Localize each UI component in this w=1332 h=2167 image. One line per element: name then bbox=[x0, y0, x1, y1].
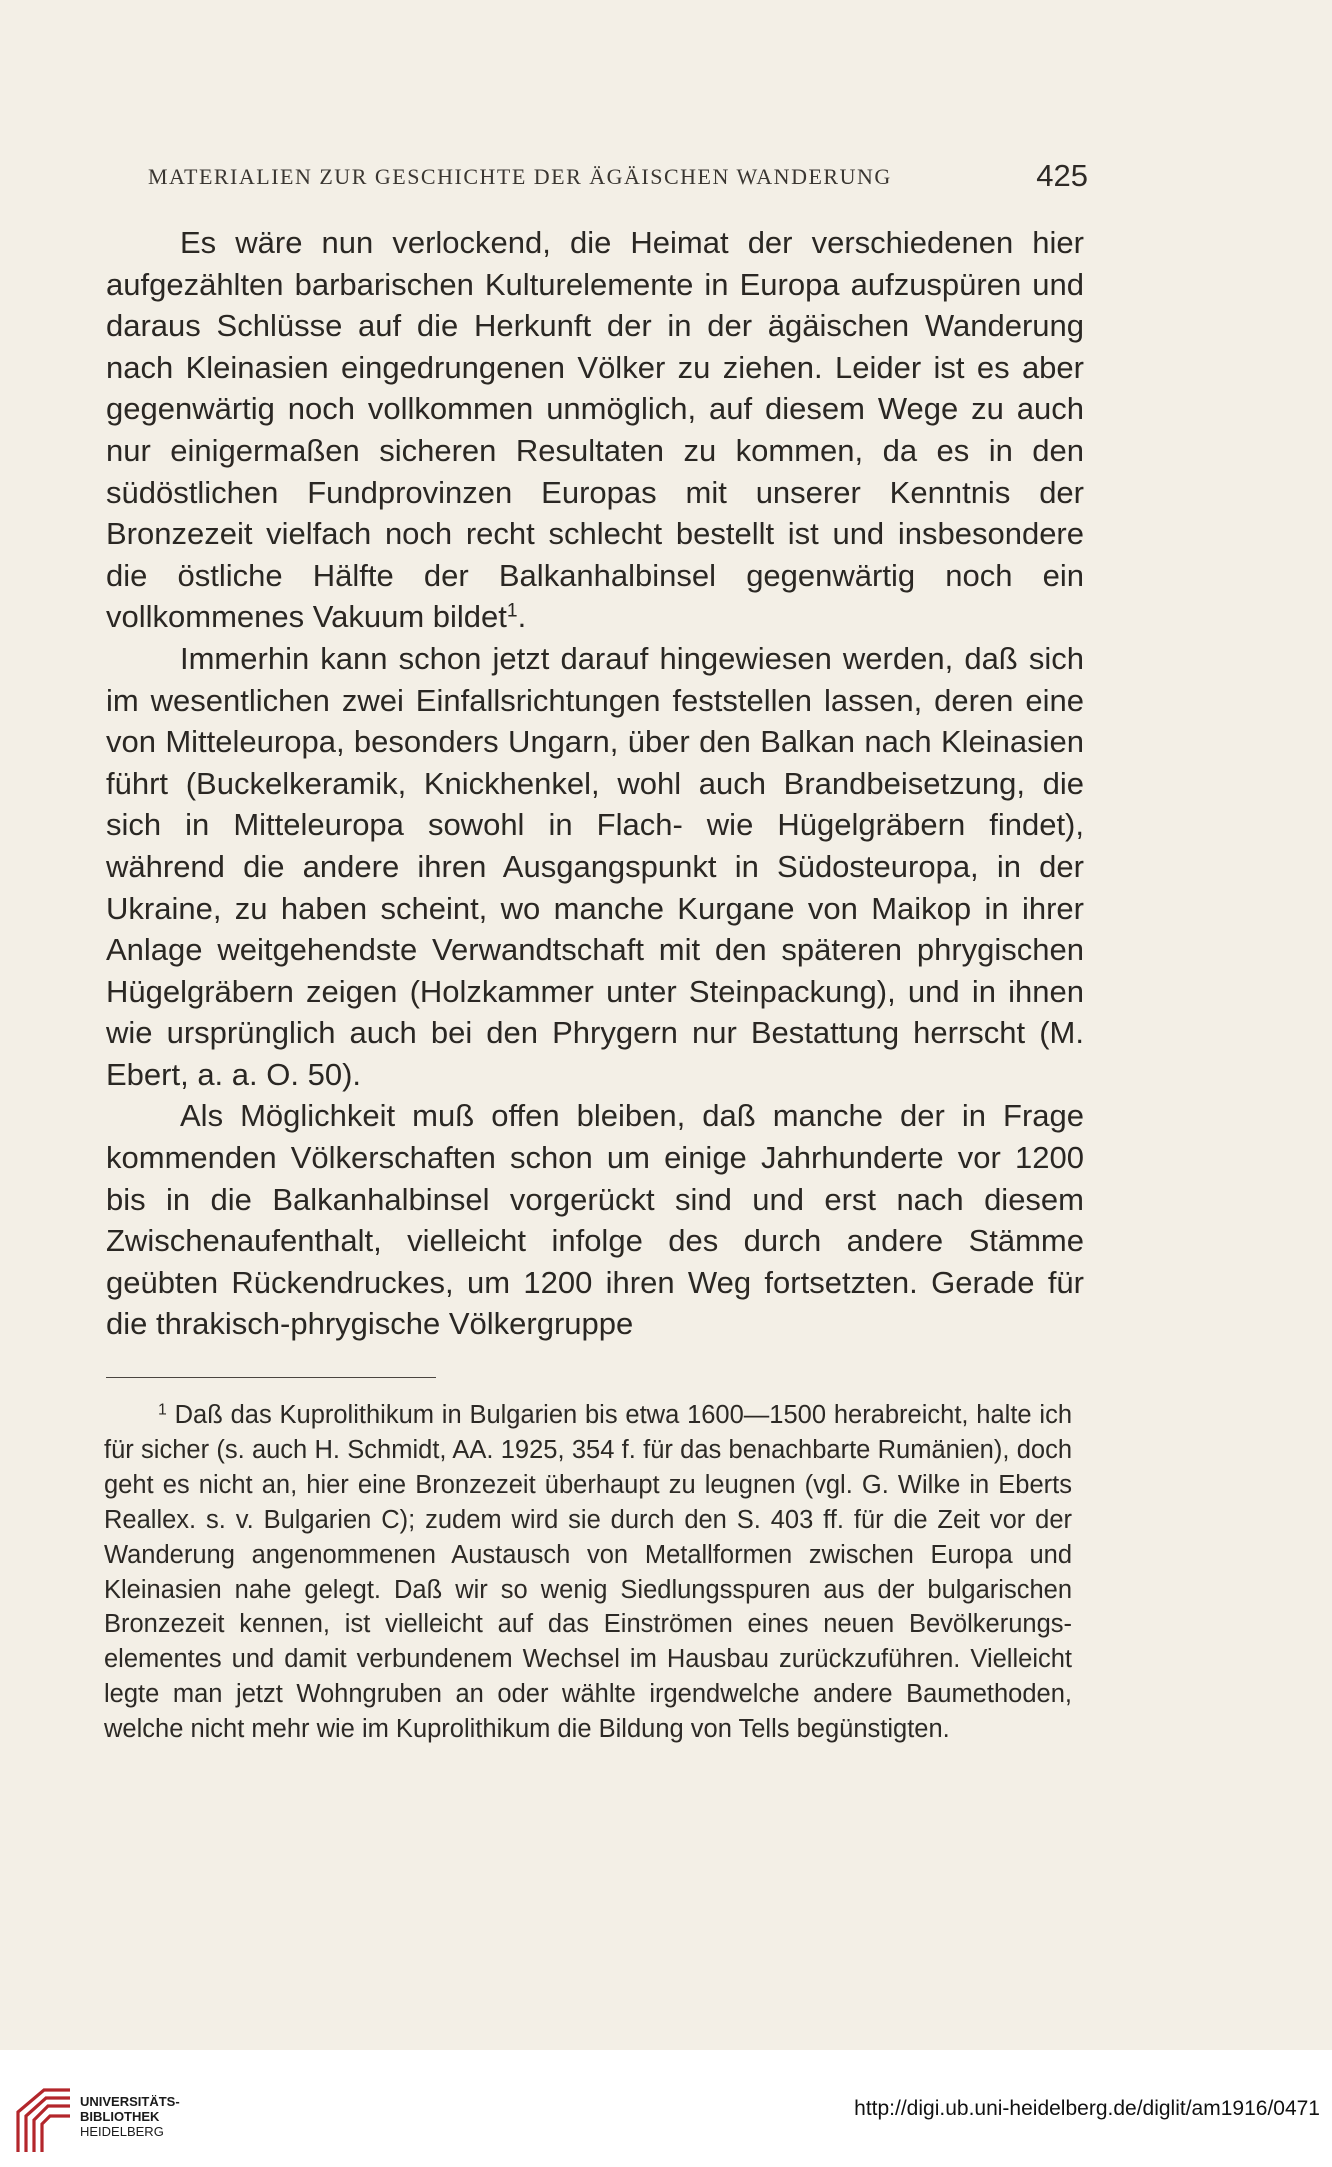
paragraph-1: Es wäre nun verlockend, die Heimat der verschiedenen hier aufgezählten barbarischen Kulturelemente in Europa aufzuspüren und daraus Schlüsse auf die Herkunft der in der ägäischen Wanderung nach Kleinasien eingedrungenen Völker zu ziehen. Leider ist es aber gegenwärtig noch vollkommen unmöglich, auf diesem Wege zu auch nur einigermaßen sicheren Resultaten zu kommen, da es in den südöstlichen Fundprovinzen Europas mit unserer Kenntnis der Bronzezeit vielfach noch recht schlecht bestellt ist und insbesondere die östliche Hälfte der Balkanhalbinsel gegenwärtig noch ein vollkommenes Vakuum bildet$^1$. bbox=[106, 225, 1084, 635]
page-number: 425 bbox=[1036, 158, 1088, 193]
source-url-link[interactable]: http://digi.ub.uni-heidelberg.de/diglit/am1916/0471 bbox=[854, 2097, 1320, 2120]
main-text bbox=[106, 222, 1084, 1345]
footnote-text: Daß das Kuprolithikum in Bulgarien bis etwa 1600—1500 herabreicht, halte ich für sicher (s. auch H. Schmidt, AA. 1925, 354 f. für das benachbarte Rumänien), doch geht es nicht an, hier eine Bronzezeit überhaupt zu leugnen (vgl. G. Wilke in Eberts Reallex. s. v. Bulgarien C); zudem wird sie durch den S. 403 ff. für die Zeit vor der Wanderung angenommenen Austausch von Metallformen zwischen Europa und Kleinasien nahe gelegt. Daß wir so wenig Siedlungsspuren aus der bulgarischen Bronzezeit kennen, ist vielleicht auf das Einströmen eines neuen Bevölkerungselementes und damit verbundenem Wechsel im Hausbau zurückzuführen. Vielleicht legte man jetzt Wohngruben an oder wählte irgendwelche andere Baumethoden, welche nicht mehr wie im Kuprolithikum die Bildung von Tells begünstigten. bbox=[104, 1401, 1072, 1744]
library-name: UNIVERSITÄTS- BIBLIOTHEK HEIDELBERG bbox=[80, 2094, 180, 2139]
footnote-1 bbox=[104, 1398, 1072, 1747]
paragraph-3: Als Möglichkeit muß offen bleiben, daß manche der in Frage kommenden Völkerschaften schon um einige Jahrhunderte vor 1200 bis in die Balkanhalbinsel vorgerückt sind und erst nach diesem Zwischenaufenthalt, vielleicht infolge des durch andere Stämme geübten Rückendruckes, um 1200 ihren Weg fortsetzten. Gerade für die thrakisch-phrygische Völkergruppe bbox=[106, 1098, 1084, 1342]
footnote-marker: 1 bbox=[158, 1401, 167, 1419]
footnote-separator bbox=[106, 1377, 436, 1378]
library-logo-icon bbox=[14, 2082, 74, 2154]
running-title: MATERIALIEN ZUR GESCHICHTE DER ÄGÄISCHEN WANDERUNG bbox=[148, 164, 892, 189]
running-head bbox=[148, 158, 1088, 198]
footnotes bbox=[104, 1398, 1072, 1747]
paragraph-2: Immerhin kann schon jetzt darauf hingewiesen werden, daß sich im wesentlichen zwei Einfallsrichtungen feststellen lassen, deren eine von Mitteleuropa, besonders Ungarn, über den Balkan nach Kleinasien führt (Buckelkeramik, Knickhenkel, wohl auch Brandbeisetzung, die sich in Mitteleuropa sowohl in Flach- wie Hügelgräbern findet), während die andere ihren Ausgangspunkt in Südosteuropa, in der Ukraine, zu haben scheint, wo manche Kurgane von Maikop in ihrer Anlage weitgehendste Verwandtschaft mit den späteren phrygischen Hügelgräbern zeigen (Holzkammer unter Steinpackung), und in ihnen wie ursprünglich auch bei den Phrygern nur Bestattung herrscht (M. Ebert, a. a. O. 50). bbox=[106, 640, 1084, 1092]
footnote-reference[interactable]: 1 bbox=[506, 600, 518, 622]
